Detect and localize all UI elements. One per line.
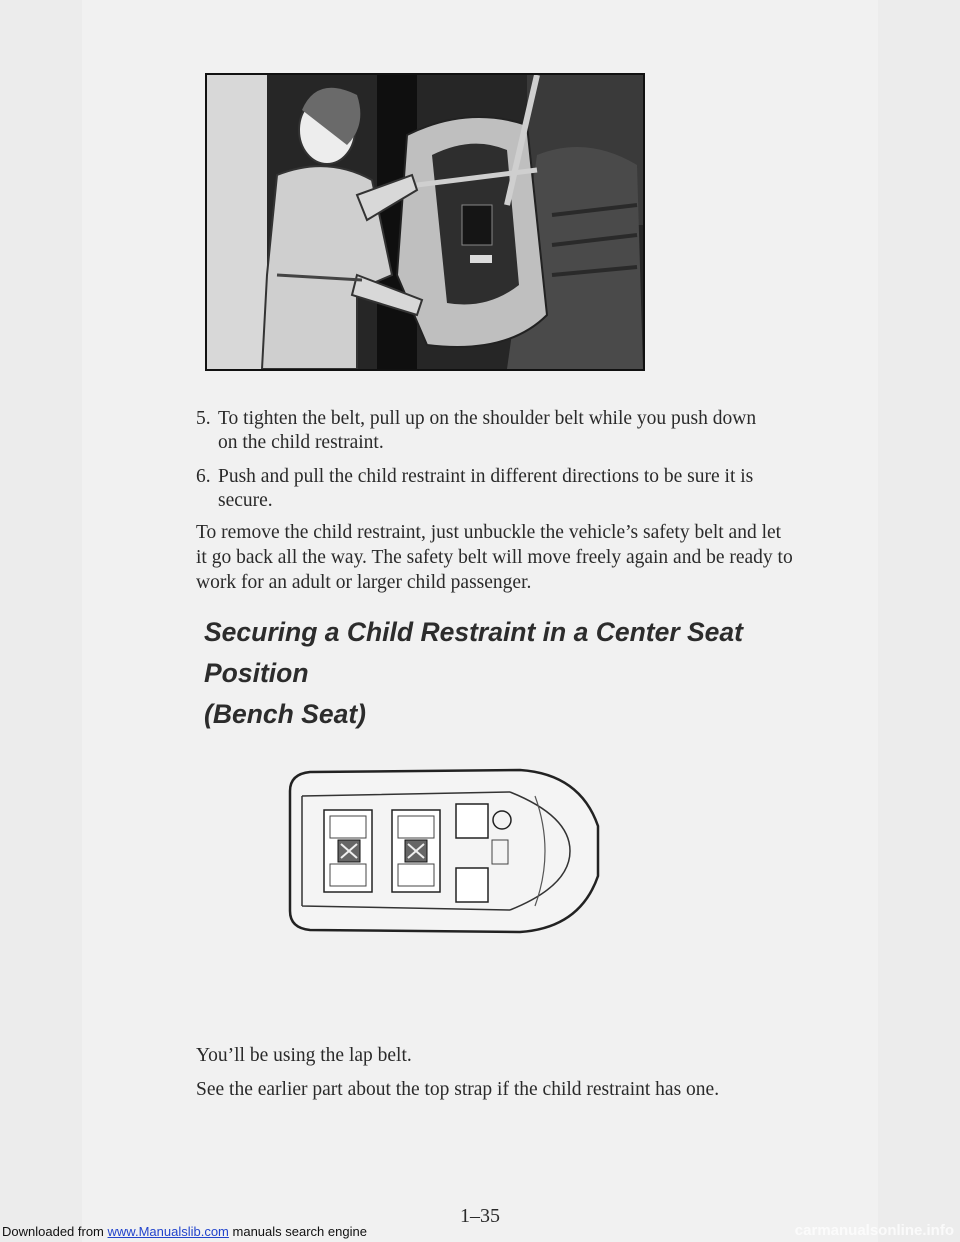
step-text-line: on the child restraint. xyxy=(218,432,384,453)
step-number: 6. xyxy=(196,466,211,487)
step-5 xyxy=(196,407,858,455)
step-text-line: secure. xyxy=(218,490,273,511)
top-strap-text: See the earlier part about the top strap if the child restraint has one. xyxy=(196,1079,720,1100)
paragraph-line: work for an adult or larger child passenger. xyxy=(196,572,532,593)
paragraph-line: To remove the child restraint, just unbuckle the vehicle’s safety belt and let xyxy=(196,522,782,543)
step-text-line: Push and pull the child restraint in different directions to be sure it is xyxy=(218,466,754,487)
section-heading xyxy=(204,612,854,735)
van-seating-diagram xyxy=(280,756,600,946)
watermark-text: carmanualsonline.info xyxy=(794,1222,954,1239)
heading-line: (Bench Seat) xyxy=(204,699,366,729)
child-restraint-installation-illustration xyxy=(205,73,645,371)
remove-restraint-paragraph xyxy=(196,520,868,595)
step-text-line: To tighten the belt, pull up on the shoulder belt while you push down xyxy=(218,408,757,429)
step-6 xyxy=(196,465,858,513)
lap-belt-text: You’ll be using the lap belt. xyxy=(196,1045,412,1066)
download-footer xyxy=(2,1224,367,1239)
footer-suffix: manuals search engine xyxy=(232,1224,367,1239)
page-number: 1–35 xyxy=(460,1205,500,1227)
manualslib-link[interactable]: www.Manualslib.com xyxy=(107,1224,229,1239)
step-number: 5. xyxy=(196,408,211,429)
footer-prefix: Downloaded from xyxy=(2,1224,104,1239)
heading-line: Securing a Child Restraint in a Center Seat Position xyxy=(204,617,743,688)
paragraph-line: it go back all the way. The safety belt will move freely again and be ready to xyxy=(196,547,793,568)
